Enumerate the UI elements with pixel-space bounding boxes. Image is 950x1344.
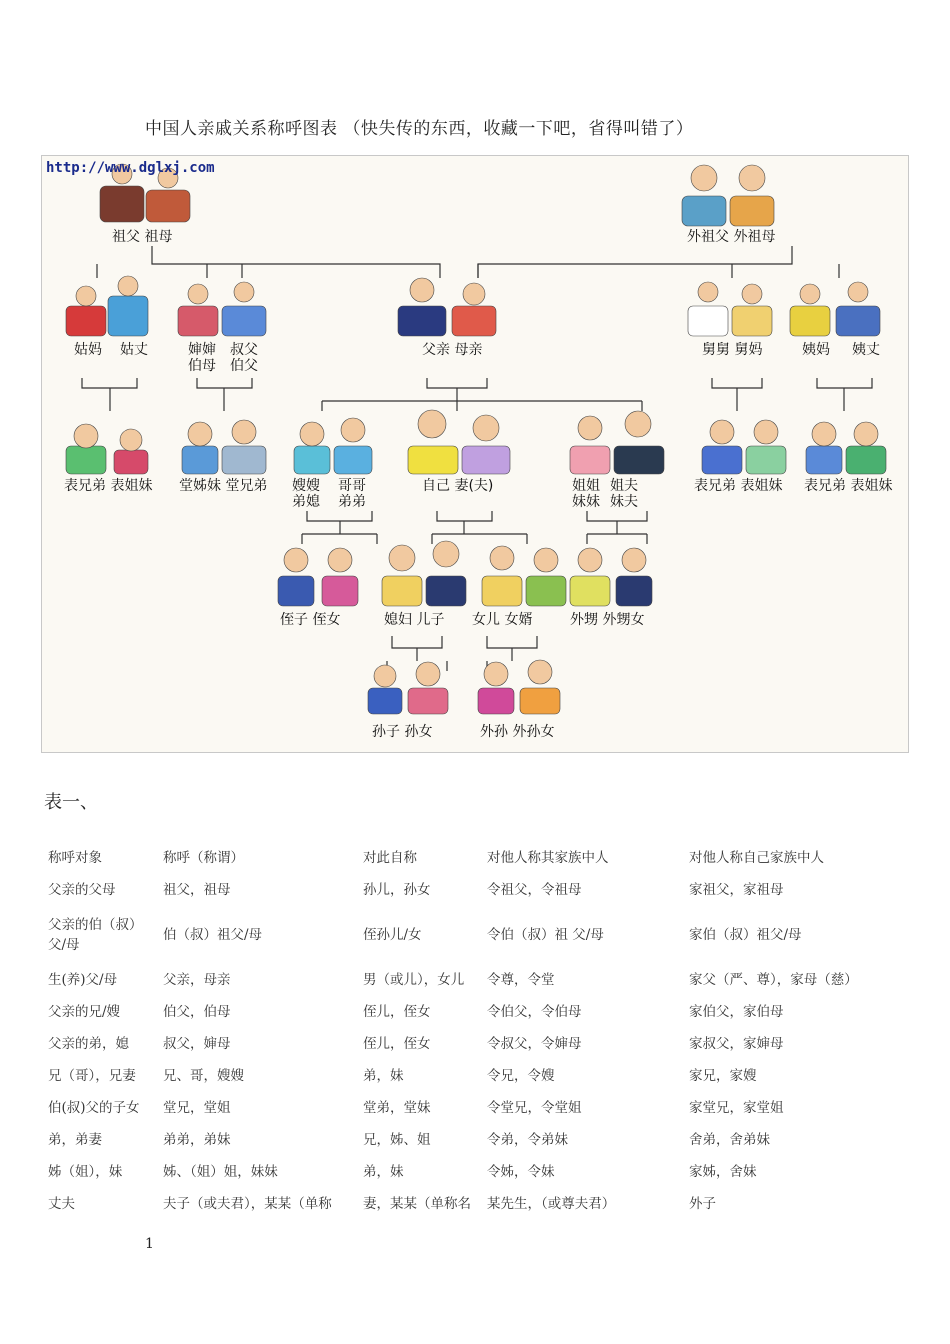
self-figure	[408, 410, 510, 474]
maternal-cousins-figure	[702, 420, 786, 474]
tang-cousins-figure	[182, 420, 266, 474]
daughter-figure	[482, 546, 566, 606]
table-cell: 妻，某某（单称名	[363, 1196, 471, 1212]
table-row	[44, 1186, 885, 1218]
label-maternal-aunt-husband: 姨丈	[852, 342, 880, 358]
label-sister-in-law-1: 嫂嫂	[292, 478, 320, 494]
table-cell: 祖父，祖母	[163, 882, 231, 898]
table-cell: 令堂兄，令堂姐	[487, 1100, 582, 1116]
label-maternal-aunt: 姨妈	[802, 342, 830, 358]
table-cell: 令弟，令弟妹	[487, 1132, 568, 1148]
aunt-figure	[66, 276, 148, 336]
table-cell: 侄儿，侄女	[363, 1036, 431, 1052]
label-tang-cousins: 堂姊妹 堂兄弟	[179, 478, 268, 494]
table-cell: 伯（叔）祖父/母	[163, 927, 263, 943]
table-cell: 父亲的兄/嫂	[48, 1004, 121, 1020]
table-cell: 家父（严、尊），家母（慈）	[689, 972, 858, 988]
table-cell: 姊、（姐）姐，妹妹	[163, 1164, 278, 1180]
table-cell: 生(养)父/母	[48, 972, 118, 988]
table-cell: 家叔父，家婶母	[689, 1036, 784, 1052]
table-cell: 某先生，（或尊夫君）	[487, 1196, 616, 1212]
table-cell: 舍弟，舍弟妹	[689, 1132, 770, 1148]
table-cell: 兄、哥，嫂嫂	[163, 1068, 244, 1084]
grandchildren-figure	[368, 662, 448, 714]
label-maternal-grandparents: 外祖父 外祖母	[687, 229, 776, 245]
table-cell: 父亲的弟，媳	[48, 1036, 129, 1052]
family-tree-figure	[41, 155, 909, 753]
table-cell: 侄儿，侄女	[363, 1004, 431, 1020]
table-row	[44, 872, 885, 904]
family-tree-drawing	[42, 156, 909, 753]
label-sisters-1: 姐姐	[572, 478, 600, 494]
label-uncle-wives-2: 伯母	[188, 358, 216, 374]
label-paternal-cousins: 表兄弟 表姐妹	[64, 478, 153, 494]
figure-url: http://www.dglxj.com	[46, 160, 215, 176]
son-figure	[382, 541, 466, 606]
table-row	[44, 1026, 885, 1058]
table-row	[44, 1154, 885, 1186]
nephew-niece-figure	[278, 548, 358, 606]
table-cell: 父亲，母亲	[163, 972, 231, 988]
table-cell: 侄孙儿/女	[363, 927, 422, 943]
daughter-grandchildren-figure	[478, 660, 560, 714]
table-cell: 令兄，令嫂	[487, 1068, 555, 1084]
table-cell: 父亲的伯（叔）父/母	[48, 917, 143, 953]
table-header-cell: 对此自称	[363, 850, 417, 866]
table-cell: 叔父，婶母	[163, 1036, 231, 1052]
table-cell: 家祖父，家祖母	[689, 882, 784, 898]
table-header-row	[44, 840, 885, 872]
table-cell: 弟，弟妻	[48, 1132, 102, 1148]
parents-figure	[398, 278, 496, 336]
people-figures	[66, 164, 886, 714]
table-cell: 弟，妹	[363, 1068, 404, 1084]
relation-table	[44, 840, 885, 1218]
table-cell: 兄（哥），兄妻	[48, 1068, 136, 1084]
table-header-cell: 称呼对象	[48, 850, 102, 866]
table-cell: 兄，姊、姐	[363, 1132, 431, 1148]
table-cell: 堂弟，堂妹	[363, 1100, 431, 1116]
page-number: 1	[145, 1236, 154, 1252]
table-cell: 家姊，舍妹	[689, 1164, 757, 1180]
table-header-cell: 对他人称其家族中人	[487, 850, 609, 866]
maternal-uncle-figure	[688, 282, 772, 336]
table-row	[44, 1122, 885, 1154]
table-row	[44, 1090, 885, 1122]
table-cell: 令叔父，令婶母	[487, 1036, 582, 1052]
table-cell: 男（或儿），女儿	[363, 972, 465, 988]
label-maternal-cousins-2: 表兄弟 表姐妹	[804, 478, 893, 494]
label-grandparents: 祖父 祖母	[112, 229, 173, 245]
maternal-cousins-figure-2	[806, 422, 886, 474]
table-cell: 父亲的父母	[48, 882, 116, 898]
table-cell: 令伯（叔）祖 父/母	[487, 927, 604, 943]
table-cell: 姊（姐），妹	[48, 1164, 123, 1180]
table-row	[44, 904, 885, 962]
label-aunt-paternal: 姑妈	[74, 342, 102, 358]
label-parents: 父亲 母亲	[422, 342, 483, 358]
page-title: 中国人亲戚关系称呼图表 （快失传的东西，收藏一下吧，省得叫错了）	[145, 119, 694, 139]
label-aunt-paternal-husband: 姑丈	[120, 342, 148, 358]
table-row	[44, 1058, 885, 1090]
label-sister-children: 外甥 外甥女	[570, 612, 645, 628]
label-uncles-1: 叔父	[230, 342, 258, 358]
table-cell: 弟，妹	[363, 1164, 404, 1180]
label-brothers-2: 弟弟	[338, 494, 366, 510]
label-sister-husbands-2: 妹夫	[610, 494, 638, 510]
table-cell: 孙儿，孙女	[363, 882, 431, 898]
label-brothers-1: 哥哥	[338, 478, 366, 494]
brothers-figure	[294, 418, 372, 474]
label-self: 自己 妻(夫)	[422, 478, 494, 494]
label-uncle-wives-1: 婶婶	[188, 342, 216, 358]
table-cell: 堂兄，堂姐	[163, 1100, 231, 1116]
label-son: 媳妇 儿子	[384, 612, 445, 628]
table-cell: 令尊，令堂	[487, 972, 555, 988]
label-maternal-uncle: 舅舅 舅妈	[702, 342, 763, 358]
table-cell: 家兄，家嫂	[689, 1068, 757, 1084]
label-daughter-grandchildren: 外孙 外孙女	[480, 724, 555, 740]
table-cell: 夫子（或夫君），某某（单称	[163, 1196, 332, 1212]
label-sister-husbands-1: 姐夫	[610, 478, 638, 494]
table-cell: 伯父，伯母	[163, 1004, 231, 1020]
maternal-grandparents-figure	[682, 165, 774, 226]
uncles-figure	[178, 282, 266, 336]
table-cell: 外子	[689, 1196, 716, 1212]
maternal-aunt-figure	[790, 282, 880, 336]
table-cell: 令伯父，令伯母	[487, 1004, 582, 1020]
label-sister-in-law-2: 弟媳	[292, 494, 320, 510]
sisters-figure	[570, 411, 664, 474]
table-row	[44, 962, 885, 994]
sister-children-figure	[570, 548, 652, 606]
table-cell: 家伯父，家伯母	[689, 1004, 784, 1020]
label-sisters-2: 妹妹	[572, 494, 600, 510]
label-maternal-cousins-1: 表兄弟 表姐妹	[694, 478, 783, 494]
label-daughter: 女儿 女婿	[472, 612, 533, 628]
table-cell: 伯(叔)父的子女	[48, 1100, 140, 1116]
label-grandchildren: 孙子 孙女	[372, 724, 433, 740]
table-cell: 弟弟，弟妹	[163, 1132, 231, 1148]
table-cell: 令姊，令妹	[487, 1164, 555, 1180]
table-row	[44, 994, 885, 1026]
table-cell: 家堂兄，家堂姐	[689, 1100, 784, 1116]
table-cell: 令祖父，令祖母	[487, 882, 582, 898]
table-cell: 家伯（叔）祖父/母	[689, 927, 802, 943]
label-uncles-2: 伯父	[230, 358, 258, 374]
paternal-cousins-figure	[66, 424, 148, 474]
label-nephew-niece: 侄子 侄女	[280, 612, 341, 628]
table-cell: 丈夫	[48, 1196, 75, 1212]
table-header-cell: 称呼（称谓）	[163, 850, 244, 866]
table-header-cell: 对他人称自己家族中人	[689, 850, 824, 866]
section-title: 表一、	[44, 792, 98, 813]
